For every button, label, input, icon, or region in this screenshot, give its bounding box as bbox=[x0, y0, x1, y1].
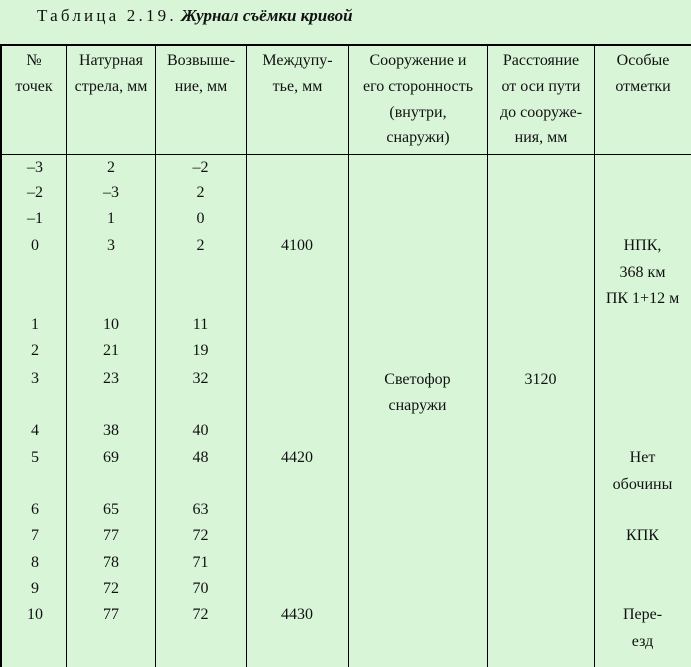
table-row bbox=[0, 338, 691, 364]
cell-elevation: 19 bbox=[192, 342, 209, 359]
cell-arrow: 23 bbox=[103, 370, 119, 387]
cell-elevation: 48 bbox=[192, 449, 209, 466]
header-line: № bbox=[26, 52, 42, 69]
cell-arrow: –3 bbox=[103, 184, 119, 201]
cell-arrow: 72 bbox=[103, 580, 119, 597]
table-row bbox=[0, 418, 691, 444]
cell-arrow: 78 bbox=[103, 554, 119, 571]
header-line: от оси пути bbox=[501, 77, 581, 95]
structure-cell bbox=[348, 367, 487, 419]
structure-line: Светофор bbox=[384, 371, 451, 388]
table-row bbox=[0, 550, 691, 576]
table-top-border bbox=[0, 44, 691, 46]
cell-point: 5 bbox=[31, 449, 39, 466]
header-arrow bbox=[67, 48, 155, 152]
header-line: тье, мм bbox=[272, 77, 323, 95]
cell-arrow: 77 bbox=[103, 606, 119, 623]
cell-elevation: 72 bbox=[192, 606, 209, 623]
cell-point: 4 bbox=[31, 422, 39, 439]
cell-arrow: 21 bbox=[103, 342, 119, 359]
cell-arrow: 10 bbox=[103, 316, 119, 333]
cell-spacing: 4430 bbox=[281, 606, 313, 623]
header-point-number bbox=[2, 48, 66, 152]
note-line: ПК 1+12 м bbox=[605, 290, 680, 307]
cell-arrow: 2 bbox=[107, 159, 115, 176]
header-line: стрела, мм bbox=[74, 77, 148, 95]
note-crossing bbox=[594, 602, 691, 655]
cell-elevation: 0 bbox=[196, 210, 205, 227]
header-line: ния, мм bbox=[514, 129, 568, 147]
header-line: (внутри, bbox=[389, 103, 447, 121]
header-line: ние, мм bbox=[174, 77, 228, 95]
table-row bbox=[0, 445, 691, 471]
cell-arrow: 69 bbox=[103, 449, 119, 466]
table-row bbox=[0, 523, 691, 549]
cell-arrow: 38 bbox=[103, 422, 119, 439]
cell-elevation: 2 bbox=[196, 184, 205, 201]
cell-point: –1 bbox=[27, 210, 43, 227]
cell-elevation: 11 bbox=[192, 316, 209, 333]
header-distance bbox=[488, 48, 594, 152]
cell-elevation: –2 bbox=[192, 159, 209, 176]
cell-point: 0 bbox=[31, 237, 39, 254]
note-line: Пере- bbox=[622, 606, 663, 623]
table-row bbox=[0, 206, 691, 232]
distance-cell: 3120 bbox=[524, 371, 557, 388]
cell-elevation: 71 bbox=[192, 554, 209, 571]
header-line: его сторонность bbox=[362, 77, 474, 95]
cell-point: 8 bbox=[31, 554, 39, 571]
header-structure bbox=[349, 48, 487, 152]
header-line: Натурная bbox=[78, 52, 144, 69]
header-line: Междупу- bbox=[262, 52, 333, 69]
table-number: Таблица 2.19. bbox=[37, 6, 177, 25]
cell-point: –3 bbox=[27, 159, 43, 176]
table-row bbox=[0, 180, 691, 206]
cell-point: 7 bbox=[31, 527, 39, 544]
table-row bbox=[0, 312, 691, 338]
header-elevation bbox=[156, 48, 246, 152]
cell-elevation: 40 bbox=[192, 422, 209, 439]
header-line: Расстояние bbox=[502, 52, 580, 69]
cell-elevation: 2 bbox=[196, 237, 205, 254]
cell-point: 2 bbox=[31, 342, 39, 359]
cell-elevation: 70 bbox=[192, 580, 209, 597]
note-line: НПК, bbox=[623, 237, 662, 254]
header-track-spacing bbox=[247, 48, 348, 152]
header-line: Возвыше- bbox=[166, 52, 236, 69]
header-line: точек bbox=[15, 77, 53, 95]
cell-point: 1 bbox=[31, 316, 39, 333]
cell-point: 10 bbox=[27, 606, 43, 623]
structure-line: снаружи bbox=[388, 397, 447, 414]
note-kpk bbox=[594, 523, 691, 550]
cell-arrow: 77 bbox=[103, 527, 119, 544]
header-line: снаружи) bbox=[386, 129, 450, 147]
cell-point: –2 bbox=[27, 184, 43, 201]
note-line: КПК bbox=[626, 527, 659, 544]
note-line: обочины bbox=[612, 475, 673, 493]
cell-elevation: 72 bbox=[192, 527, 209, 544]
table-row bbox=[0, 497, 691, 523]
cell-arrow: 65 bbox=[103, 501, 119, 518]
note-line: езд bbox=[631, 632, 654, 650]
cell-point: 3 bbox=[31, 370, 39, 387]
note-line: Нет bbox=[629, 449, 656, 466]
note-line: 368 км bbox=[619, 263, 666, 281]
cell-point: 6 bbox=[31, 501, 39, 518]
cell-spacing: 4100 bbox=[281, 237, 313, 254]
table-row bbox=[0, 576, 691, 602]
cell-spacing: 4420 bbox=[281, 449, 313, 466]
note-no-shoulder bbox=[594, 445, 691, 498]
table-caption bbox=[37, 4, 353, 28]
header-line: Сооружение и bbox=[369, 52, 467, 69]
cell-elevation: 32 bbox=[192, 370, 209, 387]
table-title: Журнал съёмки кривой bbox=[181, 6, 353, 25]
note-npk bbox=[594, 233, 691, 313]
table-row bbox=[0, 602, 691, 628]
cell-elevation: 63 bbox=[192, 501, 209, 518]
header-notes bbox=[595, 48, 691, 152]
cell-point: 9 bbox=[31, 580, 39, 597]
cell-arrow: 3 bbox=[107, 237, 115, 254]
table-row bbox=[0, 155, 691, 181]
table-row bbox=[0, 233, 691, 259]
cell-arrow: 1 bbox=[107, 210, 115, 227]
header-line: Особые bbox=[616, 52, 670, 69]
header-line: отметки bbox=[615, 77, 671, 95]
header-line: до сооруже- bbox=[499, 103, 583, 121]
